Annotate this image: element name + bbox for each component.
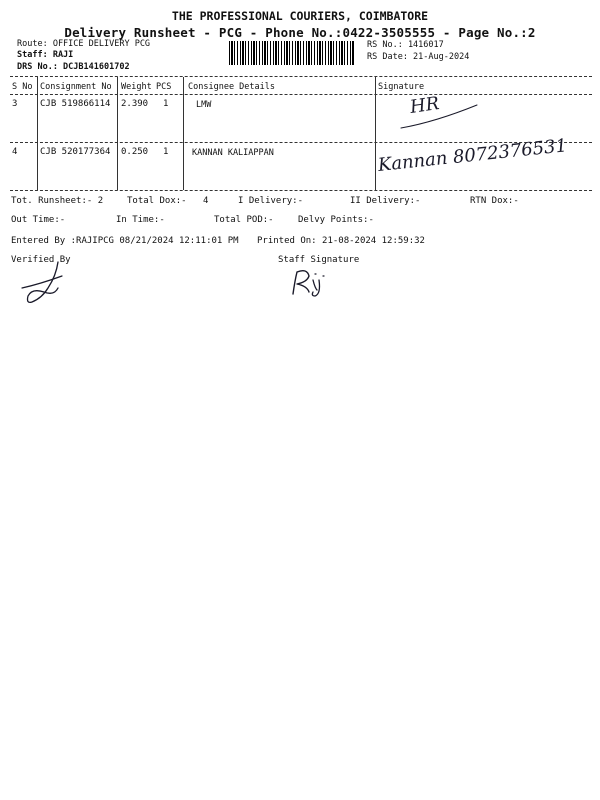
route-label: Route: OFFICE DELIVERY PCG (17, 39, 151, 49)
entered-by: Entered By :RAJIPCG 08/21/2024 12:11:01 PM (11, 236, 239, 246)
col-header-weight: Weight (121, 82, 152, 92)
col-header-consignment: Consignment No (40, 82, 112, 92)
total-pod: Total POD:- (214, 215, 274, 225)
verified-by-label: Verified By (11, 255, 71, 265)
row-2-signature: Kannan 8072376531 (376, 135, 568, 176)
col-sep-1 (37, 77, 38, 190)
staff-signature-scribble (285, 266, 335, 298)
col-header-sno: S No (12, 82, 33, 92)
verified-by-signature (18, 258, 78, 308)
staff-signature-label: Staff Signature (278, 255, 360, 265)
row-2-consignee: KANNAN KALIAPPAN (192, 148, 274, 158)
row-1-weight: 2.390 (121, 99, 149, 109)
staff-label: Staff: RAJI (17, 50, 74, 60)
runsheet-title: Delivery Runsheet - PCG - Phone No.:0422-3505555 - Page No.:2 (64, 25, 536, 40)
col-header-pcs: PCS (156, 82, 172, 92)
delvy-points: Delvy Points:- (298, 215, 374, 225)
row-1-sno: 3 (12, 99, 18, 109)
rtn-dox: RTN Dox:- (470, 196, 519, 206)
row-1-consignee: LMW (196, 100, 212, 110)
i-delivery: I Delivery:- (238, 196, 304, 206)
table-bottom-rule (10, 190, 592, 191)
rs-date: RS Date: 21-Aug-2024 (367, 52, 470, 62)
out-time: Out Time:- (11, 215, 66, 225)
in-time: In Time:- (116, 215, 165, 225)
total-dox-label: Total Dox:- (127, 196, 187, 206)
row-2-consignment: CJB 520177364 (40, 147, 111, 157)
col-sep-3 (183, 77, 184, 190)
barcode (229, 41, 355, 65)
printed-on: Printed On: 21-08-2024 12:59:32 (257, 236, 425, 246)
col-header-signature: Signature (378, 82, 425, 92)
col-header-consignee: Consignee Details (188, 82, 275, 92)
table-top-rule (10, 76, 592, 77)
drs-number: DRS No.: DCJB141601702 (17, 62, 130, 72)
row-1-consignment: CJB 519866114 (40, 99, 111, 109)
rs-number: RS No.: 1416017 (367, 40, 444, 50)
row-2-pcs: 1 (163, 147, 169, 157)
row-1-signature: HR (408, 93, 441, 118)
row-1-pcs: 1 (163, 99, 169, 109)
col-sep-4 (375, 77, 376, 190)
row-1-signature-flourish (395, 100, 485, 135)
row-2-sno: 4 (12, 147, 18, 157)
table-header-rule (10, 94, 592, 95)
tot-runsheet: Tot. Runsheet:- 2 (11, 196, 104, 206)
col-sep-2 (117, 77, 118, 190)
company-name: THE PROFESSIONAL COURIERS, COIMBATORE (171, 9, 429, 23)
total-dox-value: 4 (203, 196, 209, 206)
ii-delivery: II Delivery:- (350, 196, 421, 206)
row-2-weight: 0.250 (121, 147, 149, 157)
